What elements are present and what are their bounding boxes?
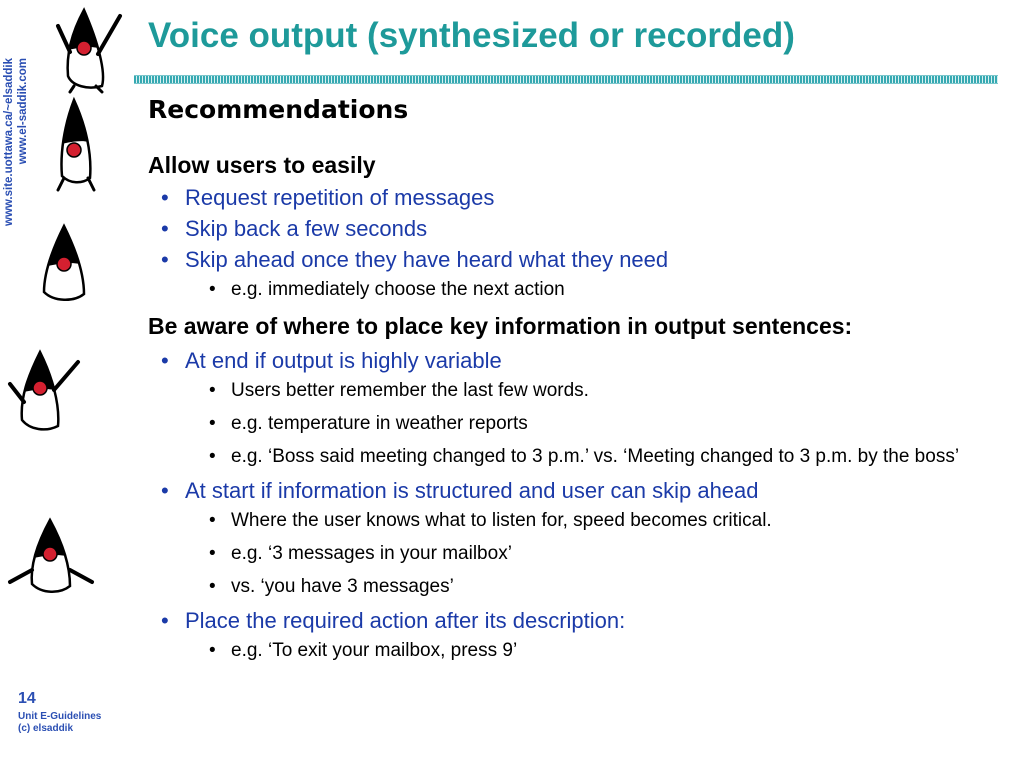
- sub-bullet-item: • e.g. ‘Boss said meeting changed to 3 p.m.’ vs. ‘Meeting changed to 3 p.m. by the boss’: [148, 445, 987, 469]
- footer-line-2: (c) elsaddik: [18, 723, 74, 734]
- duke-mascot-icon: [36, 222, 92, 306]
- sub-bullet-item: • vs. ‘you have 3 messages’: [148, 575, 987, 599]
- page-number: 14: [18, 690, 36, 707]
- slide-title: Voice output (synthesized or recorded): [148, 16, 795, 55]
- slide-content: [148, 150, 998, 672]
- bullet-item: • Place the required action after its description:: [148, 608, 998, 634]
- sub-bullet-item: • Users better remember the last few words.: [148, 379, 987, 403]
- sub-bullet-item: • e.g. immediately choose the next action: [148, 278, 987, 302]
- side-url-2: www.el-saddik.com: [17, 58, 29, 165]
- section-heading-allow-users: Allow users to easily: [148, 152, 376, 178]
- slide-footer: [18, 690, 101, 735]
- sub-bullet-item: • Where the user knows what to listen for, speed becomes critical.: [148, 509, 987, 533]
- bullet-item: • Skip back a few seconds: [148, 216, 998, 242]
- title-divider: [134, 75, 998, 84]
- sub-bullet-item: • e.g. ‘To exit your mailbox, press 9’: [148, 639, 987, 663]
- bullet-item: • Request repetition of messages: [148, 185, 998, 211]
- bullet-item: • At end if output is highly variable: [148, 348, 998, 374]
- footer-line-1: Unit E-Guidelines: [18, 711, 102, 722]
- sub-bullet-item: • e.g. temperature in weather reports: [148, 412, 987, 436]
- duke-mascot-icon: [48, 2, 128, 94]
- section-subtitle: Recommendations: [148, 95, 409, 124]
- duke-mascot-icon: [52, 96, 100, 192]
- side-url-1: www.site.uottawa.ca/~elsaddik: [3, 58, 15, 226]
- bullet-item: • At start if information is structured and user can skip ahead: [148, 478, 998, 504]
- side-urls: [2, 58, 30, 288]
- sub-bullet-item: • e.g. ‘3 messages in your mailbox’: [148, 542, 987, 566]
- bullet-item: • Skip ahead once they have heard what they need: [148, 247, 998, 273]
- duke-mascot-icon: [6, 344, 86, 440]
- duke-mascot-icon: [4, 514, 96, 598]
- section-heading-key-information: Be aware of where to place key information in output sentences:: [148, 313, 853, 339]
